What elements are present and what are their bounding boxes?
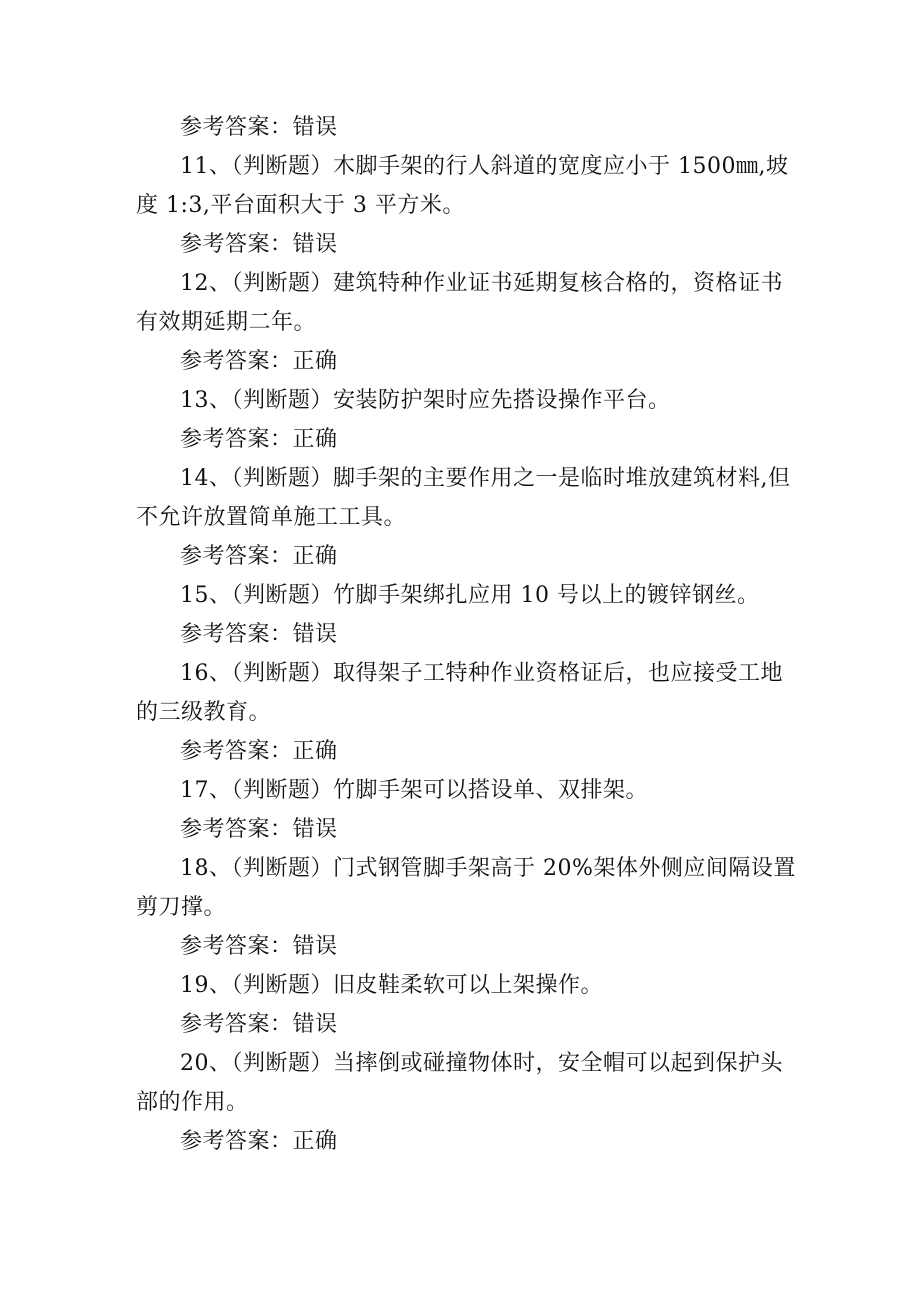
question-16: 16、（判断题）取得架子工特种作业资格证后，也应接受工地的三级教育。 [136, 661, 783, 725]
answer-line: 参考答案：错误 [180, 934, 338, 959]
question-15: 15、（判断题）竹脚手架绑扎应用 10 号以上的镀锌钢丝。 [180, 583, 760, 608]
answer-line: 参考答案：正确 [180, 1129, 338, 1154]
question-11: 11、（判断题）木脚手架的行人斜道的宽度应小于 1500㎜,坡度 1:3,平台面积大于 3 平方米。 [136, 154, 789, 218]
answer-line: 参考答案：错误 [180, 622, 338, 647]
answer-line: 参考答案：错误 [180, 817, 338, 842]
question-list [136, 108, 796, 1161]
answer-line: 参考答案：正确 [180, 739, 338, 764]
answer-line: 参考答案：错误 [180, 232, 338, 257]
answer-line: 参考答案：错误 [180, 115, 338, 140]
question-13: 13、（判断题）安装防护架时应先搭设操作平台。 [180, 388, 671, 413]
question-17: 17、（判断题）竹脚手架可以搭设单、双排架。 [180, 778, 648, 803]
question-20: 20、（判断题）当摔倒或碰撞物体时，安全帽可以起到保护头部的作用。 [136, 1051, 783, 1115]
question-14: 14、（判断题）脚手架的主要作用之一是临时堆放建筑材料,但不允许放置简单施工工具。 [136, 466, 791, 530]
answer-line: 参考答案：正确 [180, 544, 338, 569]
question-18: 18、（判断题）门式钢管脚手架高于 20%架体外侧应间隔设置剪刀撑。 [136, 856, 796, 920]
question-19: 19、（判断题）旧皮鞋柔软可以上架操作。 [180, 973, 603, 998]
answer-line: 参考答案：正确 [180, 349, 338, 374]
answer-line: 参考答案：正确 [180, 427, 338, 452]
question-12: 12、（判断题）建筑特种作业证书延期复核合格的，资格证书有效期延期二年。 [136, 271, 783, 335]
answer-line: 参考答案：错误 [180, 1012, 338, 1037]
